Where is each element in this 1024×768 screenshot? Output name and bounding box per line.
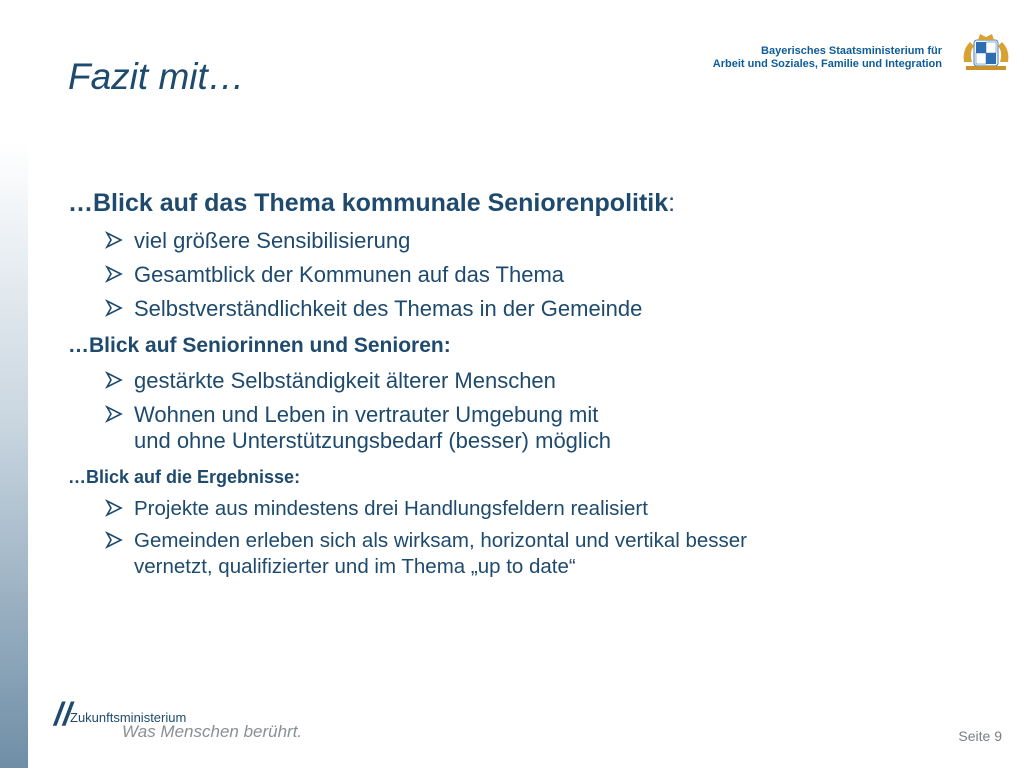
section-heading [68,186,968,220]
arrowhead-bullet-icon [104,404,124,424]
list-item [68,496,968,522]
section-results [68,464,968,580]
list-item [68,528,968,580]
section-heading-colon: : [668,189,676,217]
list-item [68,296,968,322]
left-gradient-bar [0,140,28,768]
page-number: Seite 9 [958,728,1002,744]
bavarian-crest-icon [960,32,1012,72]
slide-content [68,186,968,580]
bullet-list [68,228,968,322]
bullet-text: viel größere Sensibilisierung [134,228,411,253]
list-item [68,228,968,254]
bullet-text-line2: und ohne Unterstützungsbedarf (besser) möglich [134,428,611,453]
ministry-name-line1: Bayerisches Staatsministerium für [761,45,942,57]
section-heading-text: …Blick auf das Thema kommunale Seniorenpolitik [68,189,669,217]
bullet-text: Selbstverständlichkeit des Themas in der Gemeinde [134,296,643,321]
list-item [68,262,968,288]
bullet-text: Gesamtblick der Kommunen auf das Thema [134,262,565,287]
arrowhead-bullet-icon [104,230,124,250]
zukunftsministerium-logo [54,698,304,746]
bullet-text: gestärkte Selbständigkeit älterer Menschen [134,368,556,393]
arrowhead-bullet-icon [104,264,124,284]
list-item [68,368,968,394]
bullet-list [68,496,968,580]
list-item [68,402,968,454]
arrowhead-bullet-icon [104,498,124,518]
arrowhead-bullet-icon [104,530,124,550]
logo-name: Zukunftsministerium [70,710,187,725]
bullet-text-line1: Wohnen und Leben in vertrauter Umgebung mit [134,402,599,427]
section-topic [68,186,968,322]
logo-slash-mark: // [54,696,72,732]
bullet-text-line2: vernetzt, qualifizierter und im Thema „up to date“ [134,555,576,578]
section-heading: …Blick auf die Ergebnisse: [68,467,301,487]
bullet-list [68,368,968,454]
section-heading: …Blick auf Seniorinnen und Senioren: [68,334,451,357]
arrowhead-bullet-icon [104,370,124,390]
ministry-name-line2: Arbeit und Soziales, Familie und Integration [712,58,942,70]
bullet-text-line1: Gemeinden erleben sich als wirksam, horizontal und vertikal besser [134,529,748,552]
section-seniors [68,332,968,454]
arrowhead-bullet-icon [104,298,124,318]
slide-title: Fazit mit… [68,56,245,97]
bullet-text: Projekte aus mindestens drei Handlungsfeldern realisiert [134,497,648,520]
logo-slogan: Was Menschen berührt. [122,722,303,741]
ministry-name [713,45,942,71]
